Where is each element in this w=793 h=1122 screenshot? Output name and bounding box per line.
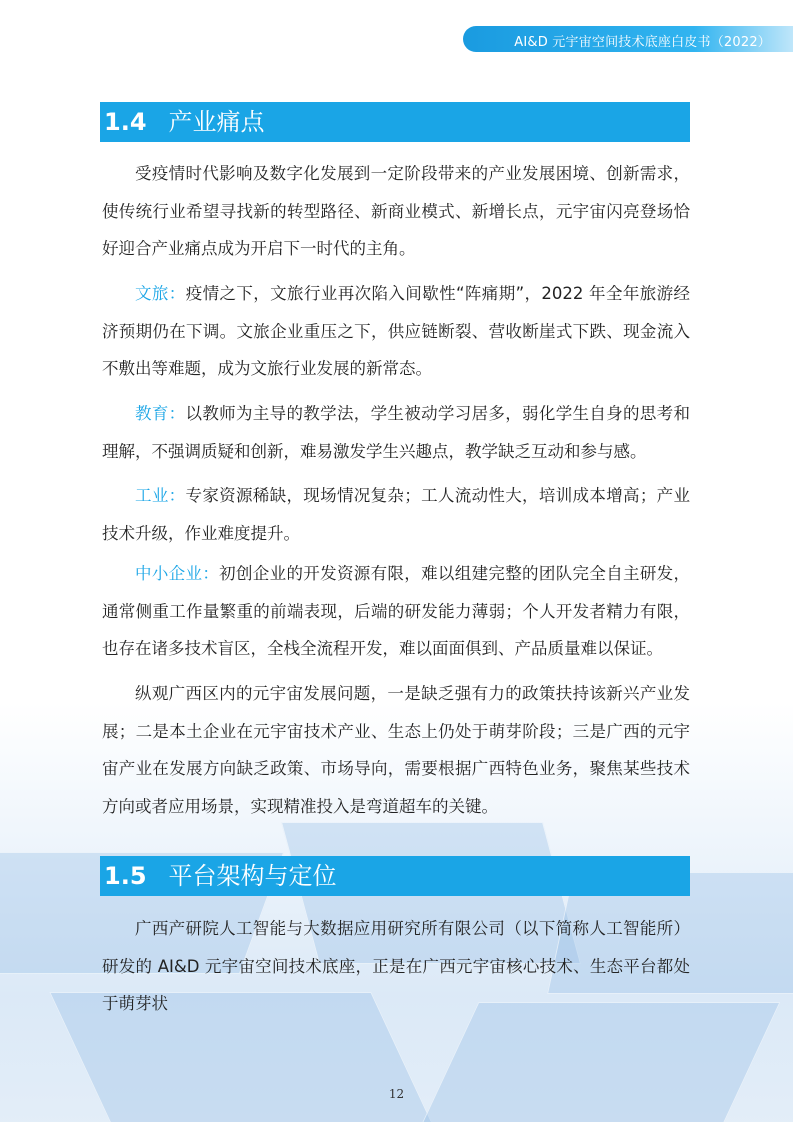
paragraph-summary: 纵观广西区内的元宇宙发展问题，一是缺乏强有力的政策扶持该新兴产业发展；二是本土企业在元宇宙技术产业、生态上仍处于萌芽阶段；三是广西的元宇宙产业在发展方向缺乏政策、市场导向，需要根据广西特色业务，聚焦某些技术方向或者应用场景，实现精准投入是弯道超车的关键。	[102, 684, 690, 816]
paragraph-education	[102, 395, 690, 470]
section-heading-1-4	[104, 102, 265, 142]
paragraph-intro: 受疫情时代影响及数字化发展到一定阶段带来的产业发展困境、创新需求，使传统行业希望寻找新的转型路径、新商业模式、新增长点，元宇宙闪亮登场恰好迎合产业痛点成为开启下一时代的主角。	[102, 164, 690, 258]
page-number: 12	[388, 1087, 405, 1101]
paragraph-industry	[102, 477, 690, 552]
paragraph-platform-intro: 广西产研院人工智能与大数据应用研究所有限公司（以下简称人工智能所）研发的 AI&D 元宇宙空间技术底座，正是在广西元宇宙核心技术、生态平台都处于萌芽状	[102, 919, 690, 1013]
paragraph-sme	[102, 555, 690, 668]
section-title-text: 平台架构与定位	[168, 862, 337, 890]
keyword-label: 工业	[135, 486, 169, 505]
paragraph-text: 初创企业的开发资源有限，难以组建完整的团队完全自主研发，通常侧重工作量繁重的前端表现，后端的研发能力薄弱；个人开发者精力有限，也存在诸多技术盲区，全栈全流程开发，难以面面俱到、产品质量难以保证。	[102, 564, 690, 658]
paragraph-text: 疫情之下，文旅行业再次陷入间歇性“阵痛期”，2022 年全年旅游经济预期仍在下调。文旅企业重压之下，供应链断裂、营收断崖式下跌、现金流入不敷出等难题，成为文旅行业发展的新常态。	[102, 284, 691, 378]
paragraph-text: 以教师为主导的教学法，学生被动学习居多，弱化学生自身的思考和理解，不强调质疑和创新，难易激发学生兴趣点，教学缺乏互动和参与感。	[102, 404, 690, 461]
section-number: 1.5	[104, 862, 147, 890]
header-title: AI&D 元宇宙空间技术底座白皮书（2022）	[514, 35, 771, 50]
keyword-label: 教育	[135, 404, 169, 423]
keyword-label: 中小企业	[135, 564, 203, 583]
section-title-text: 产业痛点	[168, 108, 265, 136]
section-number: 1.4	[104, 108, 147, 136]
paragraph-culture-tourism	[102, 275, 690, 388]
keyword-separator: ：	[168, 486, 186, 505]
keyword-separator: ：	[168, 284, 186, 303]
keyword-separator: ：	[202, 564, 220, 583]
keyword-label: 文旅	[135, 284, 169, 303]
paragraph-text: 专家资源稀缺，现场情况复杂；工人流动性大，培训成本增高；产业技术升级，作业难度提升。	[102, 486, 690, 543]
keyword-separator: ：	[168, 404, 186, 423]
section-heading-1-5	[104, 856, 337, 896]
